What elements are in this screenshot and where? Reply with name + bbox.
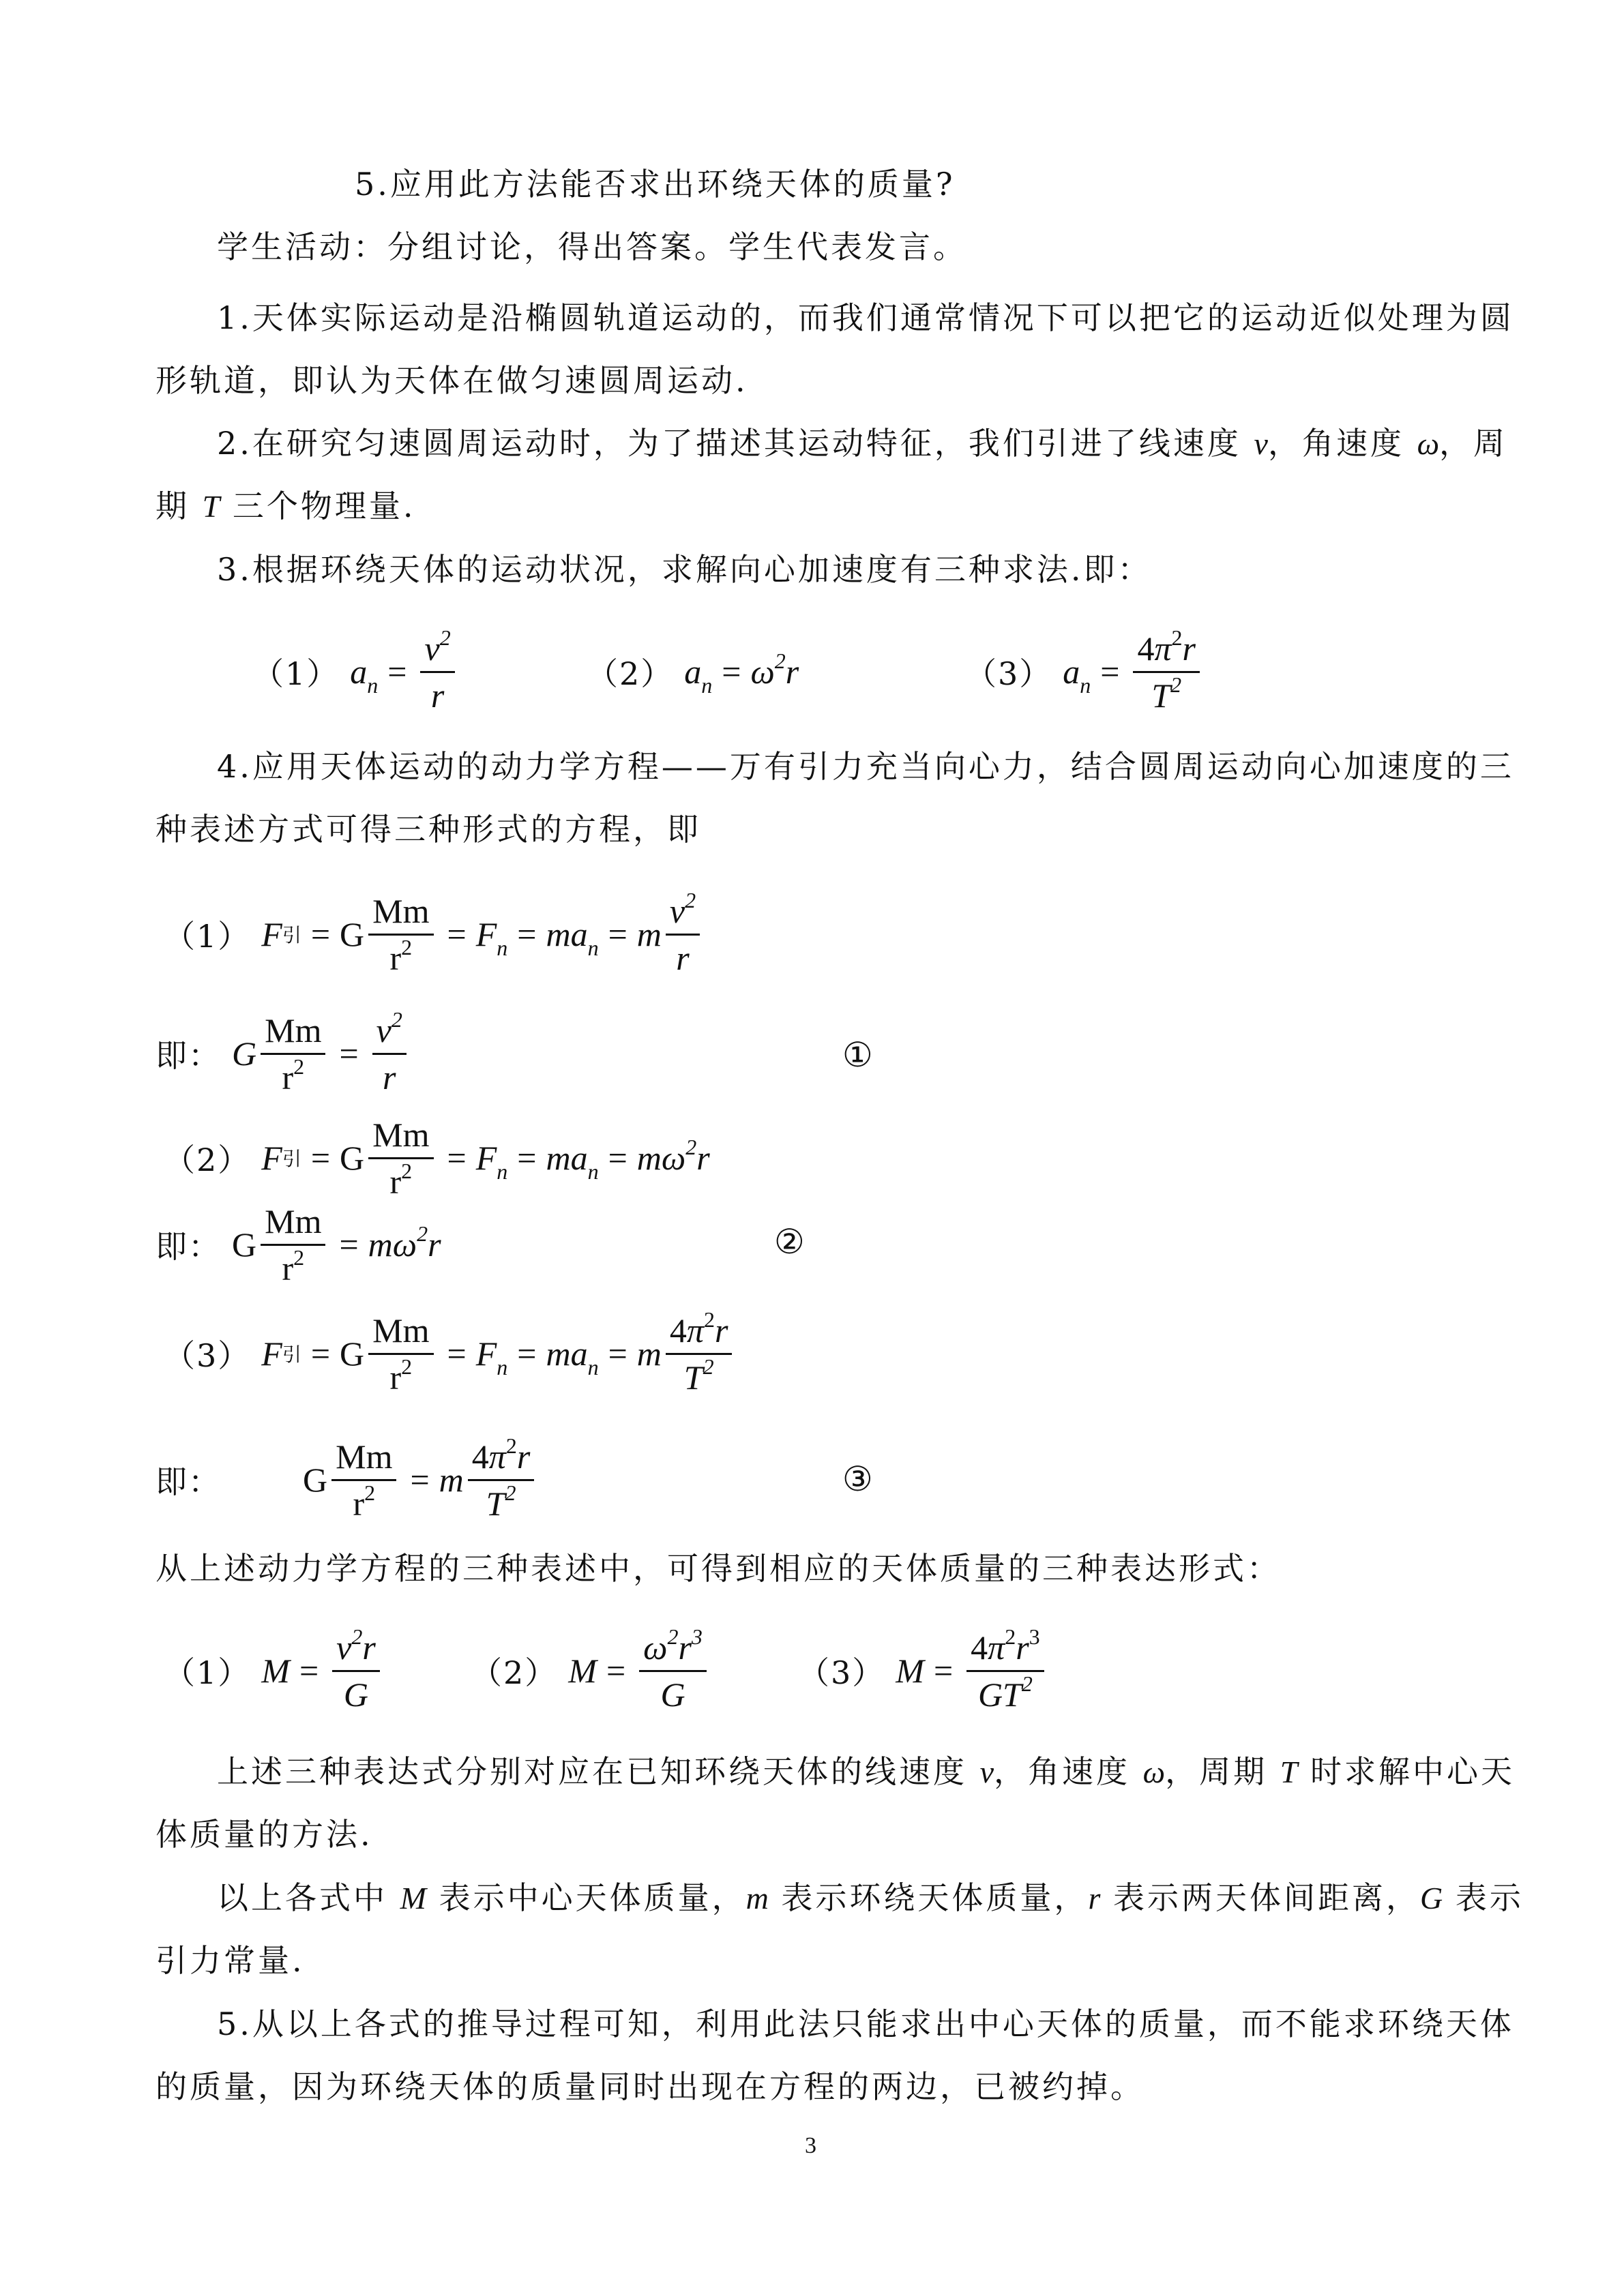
equation-1-result: 即： G $\frac{Mm}{r^2}$ = $\frac{v^2}{r}$ (156, 999, 411, 1108)
mass-formula-2: （2） M = $\frac{\omega^2r^3}{G}$ (471, 1616, 711, 1725)
para-1-line-1: 1.天体实际运动是沿椭圆轨道运动的，而我们通常情况下可以把它的运动近似处理为圆 (217, 299, 1514, 336)
mass-formula-3: （3） M = $\frac{4\pi^2r^3}{GT^2}$ (798, 1616, 1048, 1725)
equation-2-result: 即： G $\frac{Mm}{r^2}$ = $m\omega^2r$ (156, 1202, 441, 1287)
question-5: 5.应用此方法能否求出环绕天体的质量? (355, 166, 956, 203)
equation-2: （2） F 引 = G $\frac{Mm}{r^2}$ = $F_n$ = $ma_n$ = $m\omega^2r$ (164, 1115, 710, 1201)
para-8-line-2: 的质量，因为环绕天体的质量同时出现在方程的两边，已被约掉。 (156, 2068, 1145, 2105)
formula-an-1: （1） $a_n$ = $\frac{v^2}{r}$ (252, 617, 459, 726)
para-7-line-2: 引力常量. (156, 1942, 305, 1979)
para-7-line-1: 以上各式中 M 表示中心天体质量，m 表示环绕天体质量，r 表示两天体间距离，G 表示 (217, 1879, 1524, 1916)
para-2-line-1: 2.在研究匀速圆周运动时，为了描述其运动特征，我们引进了线速度 v，角速度 ω，周 (217, 425, 1508, 462)
para-6-line-2: 体质量的方法. (156, 1816, 373, 1853)
student-activity: 学生活动：分组讨论，得出答案。学生代表发言。 (217, 228, 967, 265)
para-8-line-1: 5.从以上各式的推导过程可知，利用此法只能求出中心天体的质量，而不能求环绕天体 (217, 2006, 1514, 2042)
page-number: 3 (805, 2133, 816, 2158)
equation-marker-1: ① (842, 1035, 873, 1075)
para-1-line-2: 形轨道，即认为天体在做匀速圆周运动. (156, 362, 748, 399)
para-3: 3.根据环绕天体的运动状况，求解向心加速度有三种求法.即： (217, 551, 1152, 588)
para-5: 从上述动力学方程的三种表述中，可得到相应的天体质量的三种表达形式： (156, 1550, 1281, 1587)
formula-an-2: （2） $a_n$ = $\omega^2r$ (587, 648, 799, 698)
equation-marker-3: ③ (842, 1459, 873, 1499)
para-4-line-2: 种表述方式可得三种形式的方程，即 (156, 811, 701, 848)
equation-3-result: 即： G $\frac{Mm}{r^2}$ = m $\frac{4\pi^2r}{T^2}$ (156, 1425, 538, 1534)
equation-marker-2: ② (774, 1222, 805, 1262)
para-4-line-1: 4.应用天体运动的动力学方程——万有引力充当向心力，结合圆周运动向心加速度的三 (217, 748, 1514, 785)
para-2-line-2: 期 T 三个物理量. (156, 488, 416, 524)
equation-3: （3） F 引 = G $\frac{Mm}{r^2}$ = $F_n$ = $ma_n$ = m $\frac{4\pi^2r}{T^2}$ (164, 1299, 736, 1408)
formula-an-3: （3） $a_n$ = $\frac{4\pi^2r}{T^2}$ (965, 617, 1204, 726)
para-6-line-1: 上述三种表达式分别对应在已知环绕天体的线速度 v，角速度 ω，周期 T 时求解中心天 (217, 1753, 1515, 1790)
mass-formula-1: （1） M = $\frac{v^2r}{G}$ (164, 1616, 384, 1725)
equation-1: （1） F 引 = G $\frac{Mm}{r^2}$ = $F_n$ = $ma_n$ = m $\frac{v^2}{r}$ (164, 880, 704, 989)
